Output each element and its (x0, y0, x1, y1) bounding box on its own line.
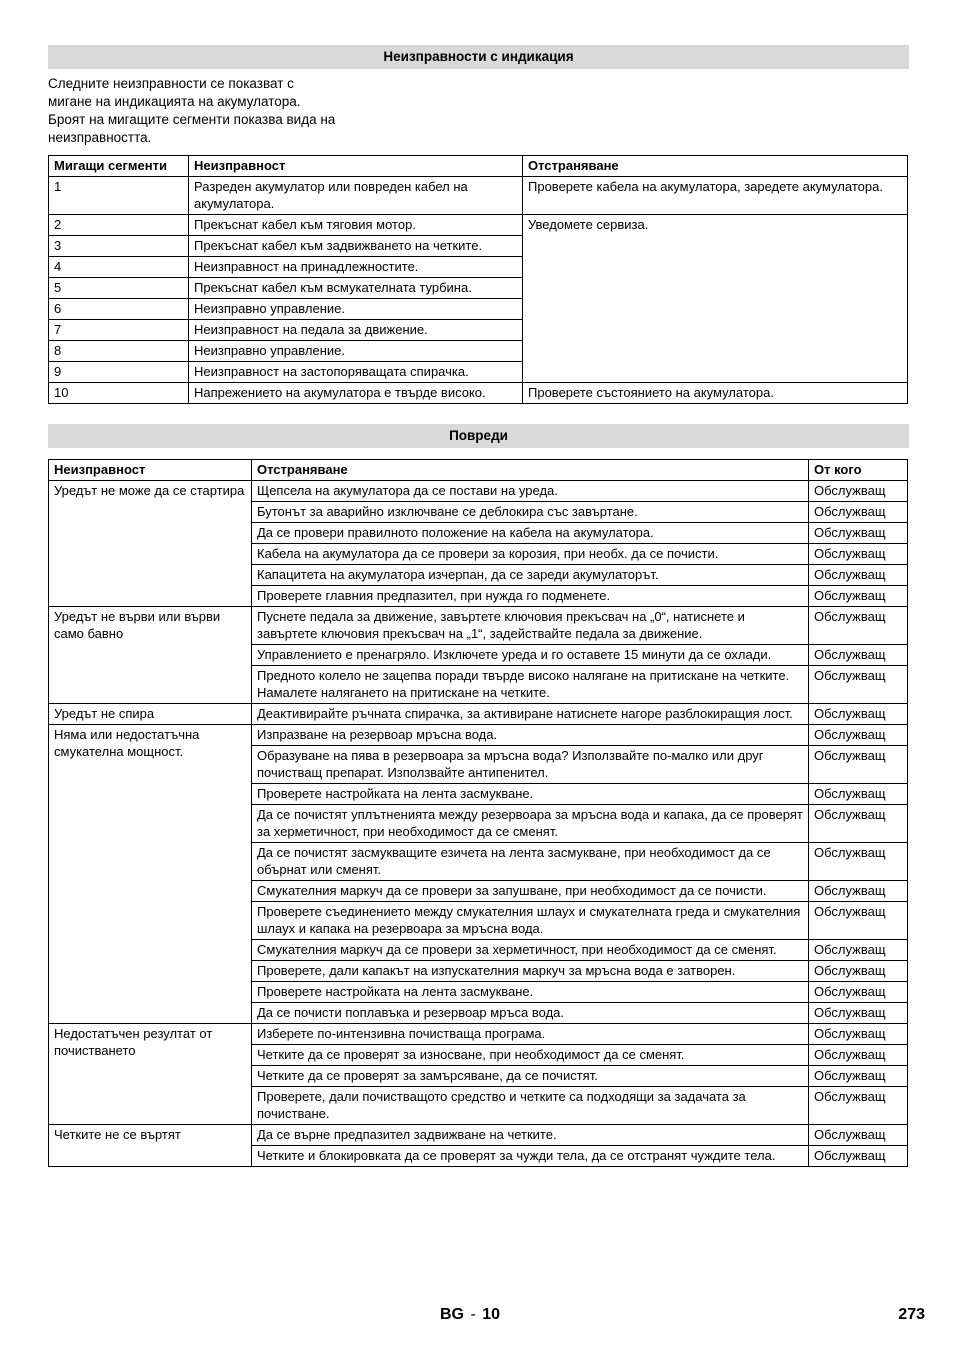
fault-cell: Неизправност на застопоряващата спирачка. (189, 362, 523, 383)
remedy-cell: Проверете настройката на лента засмукване. (252, 784, 809, 805)
segment-count-cell: 4 (49, 257, 189, 278)
fault-cell: Прекъснат кабел към тяговия мотор. (189, 215, 523, 236)
by-whom-cell: Обслужващ (809, 1146, 908, 1167)
remedy-cell: Проверете, дали капакът на изпускателния маркуч за мръсна вода е затворен. (252, 961, 809, 982)
segment-count-cell: 7 (49, 320, 189, 341)
by-whom-cell: Обслужващ (809, 805, 908, 843)
remedy-cell: Да се почистят засмукващите езичета на лента засмукване, при необходимост да се обърнат или сменят. (252, 843, 809, 881)
by-whom-cell: Обслужващ (809, 902, 908, 940)
fault-cell: Неизправно управление. (189, 299, 523, 320)
fault-cell: Неизправност на принадлежностите. (189, 257, 523, 278)
by-whom-cell: Обслужващ (809, 607, 908, 645)
table-row (49, 607, 908, 645)
fault-cell: Недостатъчен резултат от почистването (49, 1024, 252, 1125)
by-whom-cell: Обслужващ (809, 565, 908, 586)
remedy-cell: Четките и блокировката да се проверят за чужди тела, да се отстранят чуждите тела. (252, 1146, 809, 1167)
table-header-row (49, 460, 908, 481)
header-fault: Неизправност (189, 156, 523, 177)
remedy-cell: Четките да се проверят за износване, при необходимост да се сменят. (252, 1045, 809, 1066)
fault-cell: Няма или недостатъчна смукателна мощност. (49, 725, 252, 1024)
table-row (49, 1024, 908, 1045)
by-whom-cell: Обслужващ (809, 1003, 908, 1024)
remedy-cell: Четките да се проверят за замърсяване, да се почистят. (252, 1066, 809, 1087)
by-whom-cell: Обслужващ (809, 746, 908, 784)
remedy-cell: Деактивирайте ръчната спирачка, за активиране натиснете нагоре разблокиращия лост. (252, 704, 809, 725)
remedy-cell: Проверете състоянието на акумулатора. (523, 383, 908, 404)
remedy-cell: Щепсела на акумулатора да се постави на уреда. (252, 481, 809, 502)
page-number: 273 (898, 1306, 925, 1323)
by-whom-cell: Обслужващ (809, 843, 908, 881)
by-whom-cell: Обслужващ (809, 940, 908, 961)
fault-cell: Четките не се въртят (49, 1125, 252, 1167)
segment-count-cell: 10 (49, 383, 189, 404)
remedy-cell: Проверете съединението между смукателния шлаух и смукателната греда и смукателния шлаух и капака на резервоара за мръсна вода. (252, 902, 809, 940)
table-row (49, 704, 908, 725)
section-title-indication-faults: Неизправности с индикация (48, 45, 909, 69)
footer-section-label (440, 1306, 500, 1324)
remedy-cell: Проверете кабела на акумулатора, заредете акумулатора. (523, 177, 908, 215)
by-whom-cell: Обслужващ (809, 982, 908, 1003)
by-whom-cell: Обслужващ (809, 1087, 908, 1125)
segment-count-cell: 8 (49, 341, 189, 362)
indication-faults-table (48, 155, 908, 404)
header-remedy: Отстраняване (523, 156, 908, 177)
header-remedy: Отстраняване (252, 460, 809, 481)
by-whom-cell: Обслужващ (809, 1024, 908, 1045)
remedy-cell: Да се почисти поплавъка и резервоар мръса вода. (252, 1003, 809, 1024)
fault-cell: Уредът не спира (49, 704, 252, 725)
fault-cell: Прекъснат кабел към задвижването на четките. (189, 236, 523, 257)
segment-count-cell: 3 (49, 236, 189, 257)
fault-cell: Неизправно управление. (189, 341, 523, 362)
header-fault: Неизправност (49, 460, 252, 481)
segment-count-cell: 9 (49, 362, 189, 383)
damages-table (48, 459, 908, 1167)
fault-cell: Разреден акумулатор или повреден кабел на акумулатора. (189, 177, 523, 215)
footer-language: BG (440, 1306, 464, 1323)
by-whom-cell: Обслужващ (809, 1066, 908, 1087)
by-whom-cell: Обслужващ (809, 881, 908, 902)
table-row (49, 215, 908, 236)
fault-cell: Прекъснат кабел към всмукателната турбина. (189, 278, 523, 299)
remedy-cell: Смукателния маркуч да се провери за херметичност, при необходимост да се сменят. (252, 940, 809, 961)
by-whom-cell: Обслужващ (809, 481, 908, 502)
by-whom-cell: Обслужващ (809, 704, 908, 725)
table-row (49, 177, 908, 215)
remedy-cell: Проверете главния предпазител, при нужда го подменете. (252, 586, 809, 607)
remedy-cell: Проверете настройката на лента засмукване. (252, 982, 809, 1003)
fault-cell: Уредът не върви или върви само бавно (49, 607, 252, 704)
remedy-cell: Изпразване на резервоар мръсна вода. (252, 725, 809, 746)
remedy-cell: Образуване на пява в резервоара за мръсна вода? Използвайте по-малко или друг почистващ препарат. Използвайте антипенител. (252, 746, 809, 784)
section-title-damages: Повреди (48, 424, 909, 448)
table-row (49, 725, 908, 746)
remedy-cell: Смукателния маркуч да се провери за запушване, при необходимост да се почисти. (252, 881, 809, 902)
by-whom-cell: Обслужващ (809, 784, 908, 805)
footer-section-page: 10 (482, 1306, 501, 1323)
by-whom-cell: Обслужващ (809, 523, 908, 544)
by-whom-cell: Обслужващ (809, 666, 908, 704)
by-whom-cell: Обслужващ (809, 725, 908, 746)
remedy-cell: Изберете по-интензивна почистваща програма. (252, 1024, 809, 1045)
segment-count-cell: 1 (49, 177, 189, 215)
remedy-cell: Да се провери правилното положение на кабела на акумулатора. (252, 523, 809, 544)
fault-cell: Уредът не може да се стартира (49, 481, 252, 607)
remedy-cell: Предното колело не зацепва поради твърде високо налягане на притискане на четките. Намалете налягането на притискане на четките. (252, 666, 809, 704)
table-row (49, 1125, 908, 1146)
table-header-row (49, 156, 908, 177)
header-by-whom: От кого (809, 460, 908, 481)
footer-separator: - (470, 1306, 476, 1323)
remedy-cell: Проверете, дали почистващото средство и четките са подходящи за задачата за почистване. (252, 1087, 809, 1125)
remedy-cell: Бутонът за аварийно изключване се деблокира със завъртане. (252, 502, 809, 523)
table-row (49, 383, 908, 404)
remedy-cell: Кабела на акумулатора да се провери за корозия, при необх. да се почисти. (252, 544, 809, 565)
by-whom-cell: Обслужващ (809, 1125, 908, 1146)
remedy-cell: Капацитета на акумулатора изчерпан, да се зареди акумулаторът. (252, 565, 809, 586)
remedy-cell: Уведомете сервиза. (523, 215, 908, 383)
by-whom-cell: Обслужващ (809, 1045, 908, 1066)
fault-cell: Напрежението на акумулатора е твърде високо. (189, 383, 523, 404)
segment-count-cell: 6 (49, 299, 189, 320)
remedy-cell: Да се върне предпазител задвижване на четките. (252, 1125, 809, 1146)
table-row (49, 481, 908, 502)
fault-cell: Неизправност на педала за движение. (189, 320, 523, 341)
by-whom-cell: Обслужващ (809, 502, 908, 523)
by-whom-cell: Обслужващ (809, 586, 908, 607)
by-whom-cell: Обслужващ (809, 544, 908, 565)
by-whom-cell: Обслужващ (809, 961, 908, 982)
segment-count-cell: 5 (49, 278, 189, 299)
by-whom-cell: Обслужващ (809, 645, 908, 666)
segment-count-cell: 2 (49, 215, 189, 236)
header-blinking-segments: Мигащи сегменти (49, 156, 189, 177)
remedy-cell: Пуснете педала за движение, завъртете ключовия прекъсвач на „0“, натиснете и завъртете ключовия прекъсвач на „1“, задействайте педала за движение. (252, 607, 809, 645)
remedy-cell: Управлението е пренагряло. Изключете уреда и го оставете 15 минути да се охлади. (252, 645, 809, 666)
intro-paragraph: Следните неизправности се показват с мигане на индикацията на акумулатора. Броят на мигащите сегменти показва вида на неизправността. (48, 76, 336, 145)
remedy-cell: Да се почистят уплътненията между резервоара за мръсна вода и капака, да се проверят за херметичност, при необходимост да се сменят. (252, 805, 809, 843)
